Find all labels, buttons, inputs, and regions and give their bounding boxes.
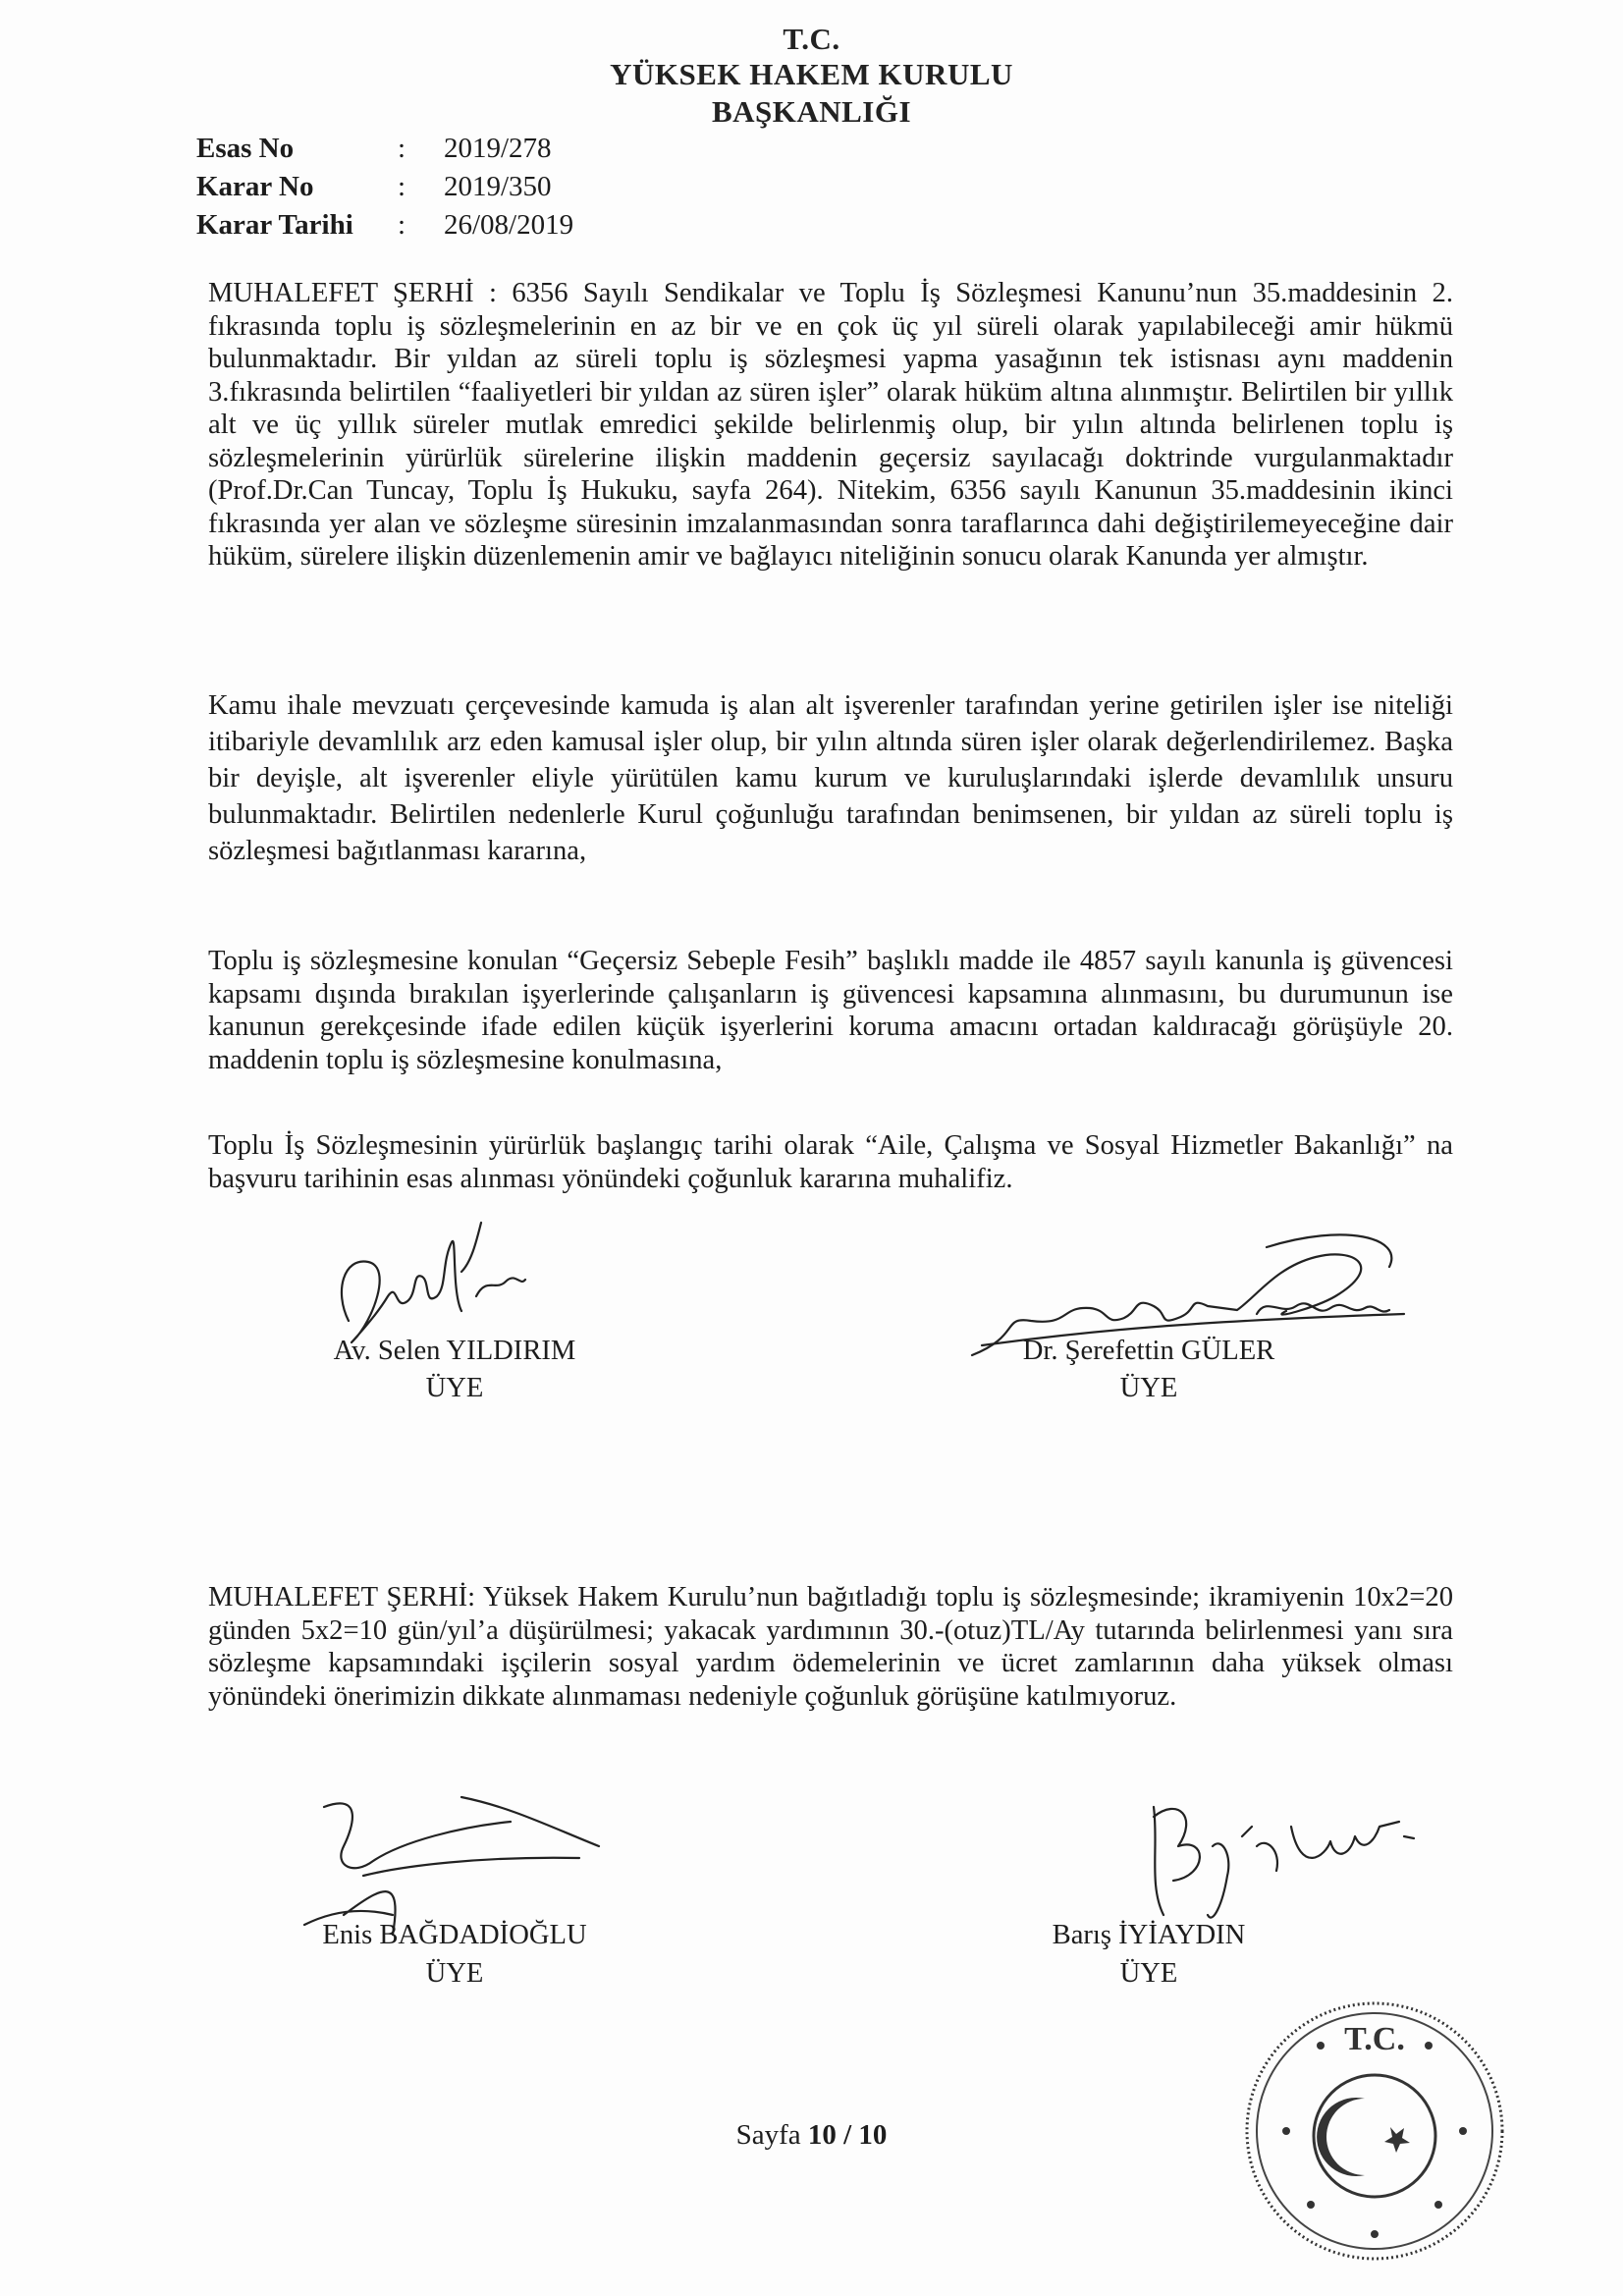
signatory-name: Av. Selen YILDIRIM bbox=[333, 1336, 576, 1366]
header-institution: YÜKSEK HAKEM KURULU bbox=[610, 57, 1013, 91]
dissent-paragraph: MUHALEFET ŞERHİ : 6356 Sayılı Sendikalar ve Toplu İş Sözleşmesi Kanunu’nun 35.maddesinin 2. fıkrasında toplu iş sözleşmelerinin en az bir ve en çok üç yıl süreli olarak yapılabileceği amir hükmü bulunmaktadır. Bir yıldan az süreli toplu iş sözleşmesi yapma yasağının tek istisnası aynı maddenin 3.fıkrasında belirtilen “faaliyetleri bir yıldan az süren işler” olarak hüküm altına alınmıştır. Belirtilen bir yıllık alt ve üç yıllık süreler mutlak emredici şekilde belirlenmiş olup, bir yılın altında belirlenen toplu iş sözleşmelerinin yürürlük sürelerine ilişkin maddenin geçersiz sayılacağı doktrinde vurgulanmaktadır (Prof.Dr.Can Tuncay, Toplu İş Hukuku, sayfa 264). Nitekim, 6356 sayılı Kanunun 35.maddesinin ikinci fıkrasında yer alan ve sözleşme süresinin imzalanmasından sonra taraflarınca dahi değiştirilemeyeceğine dair hüküm, sürelere ilişkin düzenlemenin amir ve bağlayıcı niteliğinin sonucu olarak Kanunda yer almıştır. bbox=[208, 278, 1453, 572]
meta-label: Karar Tarihi bbox=[196, 209, 353, 241]
signatory-name: Enis BAĞDADİOĞLU bbox=[322, 1920, 587, 1950]
signatory-role: ÜYE bbox=[425, 1373, 484, 1403]
meta-label: Karar No bbox=[196, 171, 314, 202]
meta-label: Esas No bbox=[196, 133, 295, 164]
meta-row-tarih bbox=[0, 209, 687, 248]
signatory-role: ÜYE bbox=[1119, 1958, 1178, 1989]
signature-iyiaydin bbox=[1119, 1768, 1443, 1935]
signatory-role: ÜYE bbox=[425, 1958, 484, 1989]
signature-bagdadioglu bbox=[285, 1768, 619, 1944]
page-prefix: Sayfa bbox=[735, 2119, 801, 2151]
dissent-paragraph: MUHALEFET ŞERHİ: Yüksek Hakem Kurulu’nun bağıtladığı toplu iş sözleşmesinde; ikramiyenin 10x2=20 günden 5x2=10 gün/yıl’a düşürülmesi; yakacak yardımının 30.-(otuz)TL/Ay tutarında belirlenmesi yanı sıra sözleşme kapsamındaki işçilerin sosyal yardım ödemelerinin ve ücret zamlarının daha yüksek olması yönündeki önerimizin dikkate alınmaması nedeniyle çoğunluk görüşüne katılmıyoruz. bbox=[208, 1582, 1453, 1712]
meta-colon: : bbox=[398, 133, 406, 164]
dissent-paragraph: Toplu İş Sözleşmesinin yürürlük başlangıç tarihi olarak “Aile, Çalışma ve Sosyal Hizmetler Bakanlığı” na başvuru tarihinin esas alınması yönündeki çoğunluk kararına muhalifiz. bbox=[208, 1130, 1453, 1194]
page-count: 10 / 10 bbox=[807, 2119, 888, 2151]
dissent-paragraph: Toplu iş sözleşmesine konulan “Geçersiz Sebeple Fesih” başlıklı madde ile 4857 sayılı kanunla iş güvencesi kapsamı dışında bırakılan işyerlerinde çalışanların iş güvencesi kapsamına alınmasını, bu durumunun ise kanunun gerekçesinde ifade edilen küçük işyerlerini koruma amacını ortadan kaldıracağı görüşüyle 20. maddenin toplu iş sözleşmesine konulmasına, bbox=[208, 946, 1453, 1075]
stamp-text: T.C. bbox=[1344, 2021, 1405, 2057]
dissent-paragraph: Kamu ihale mevzuatı çerçevesinde kamuda iş alan alt işverenler tarafından yerine getirilen işler ise niteliği itibariyle devamlılık arz eden kamusal işler olup, bir yılın altında süren işler olarak değerlendirilemez. Başka bir deyişle, alt işverenler eliyle yürütülen kamu kurum ve kuruluşlarındaki işlerde devamlılık unsuru bulunmaktadır. Belirtilen nedenlerle Kurul çoğunluğu tarafından benimsenen, bir yıldan az süreli toplu iş sözleşmesi bağıtlanması kararına, bbox=[208, 690, 1453, 866]
meta-value: 2019/278 bbox=[444, 133, 552, 164]
signatory-name: Dr. Şerefettin GÜLER bbox=[1022, 1336, 1275, 1366]
header-tc: T.C. bbox=[783, 22, 840, 56]
meta-colon: : bbox=[398, 171, 406, 202]
signatory-name: Barış İYİAYDIN bbox=[1052, 1920, 1246, 1950]
meta-row-esas bbox=[0, 133, 687, 172]
page-number bbox=[0, 2119, 1623, 2152]
header-presidency: BAŞKANLIĞI bbox=[711, 94, 912, 129]
meta-value: 26/08/2019 bbox=[444, 209, 574, 241]
meta-row-karar bbox=[0, 171, 687, 210]
meta-colon: : bbox=[398, 209, 406, 241]
signatory-role: ÜYE bbox=[1119, 1373, 1178, 1403]
meta-value: 2019/350 bbox=[444, 171, 552, 202]
